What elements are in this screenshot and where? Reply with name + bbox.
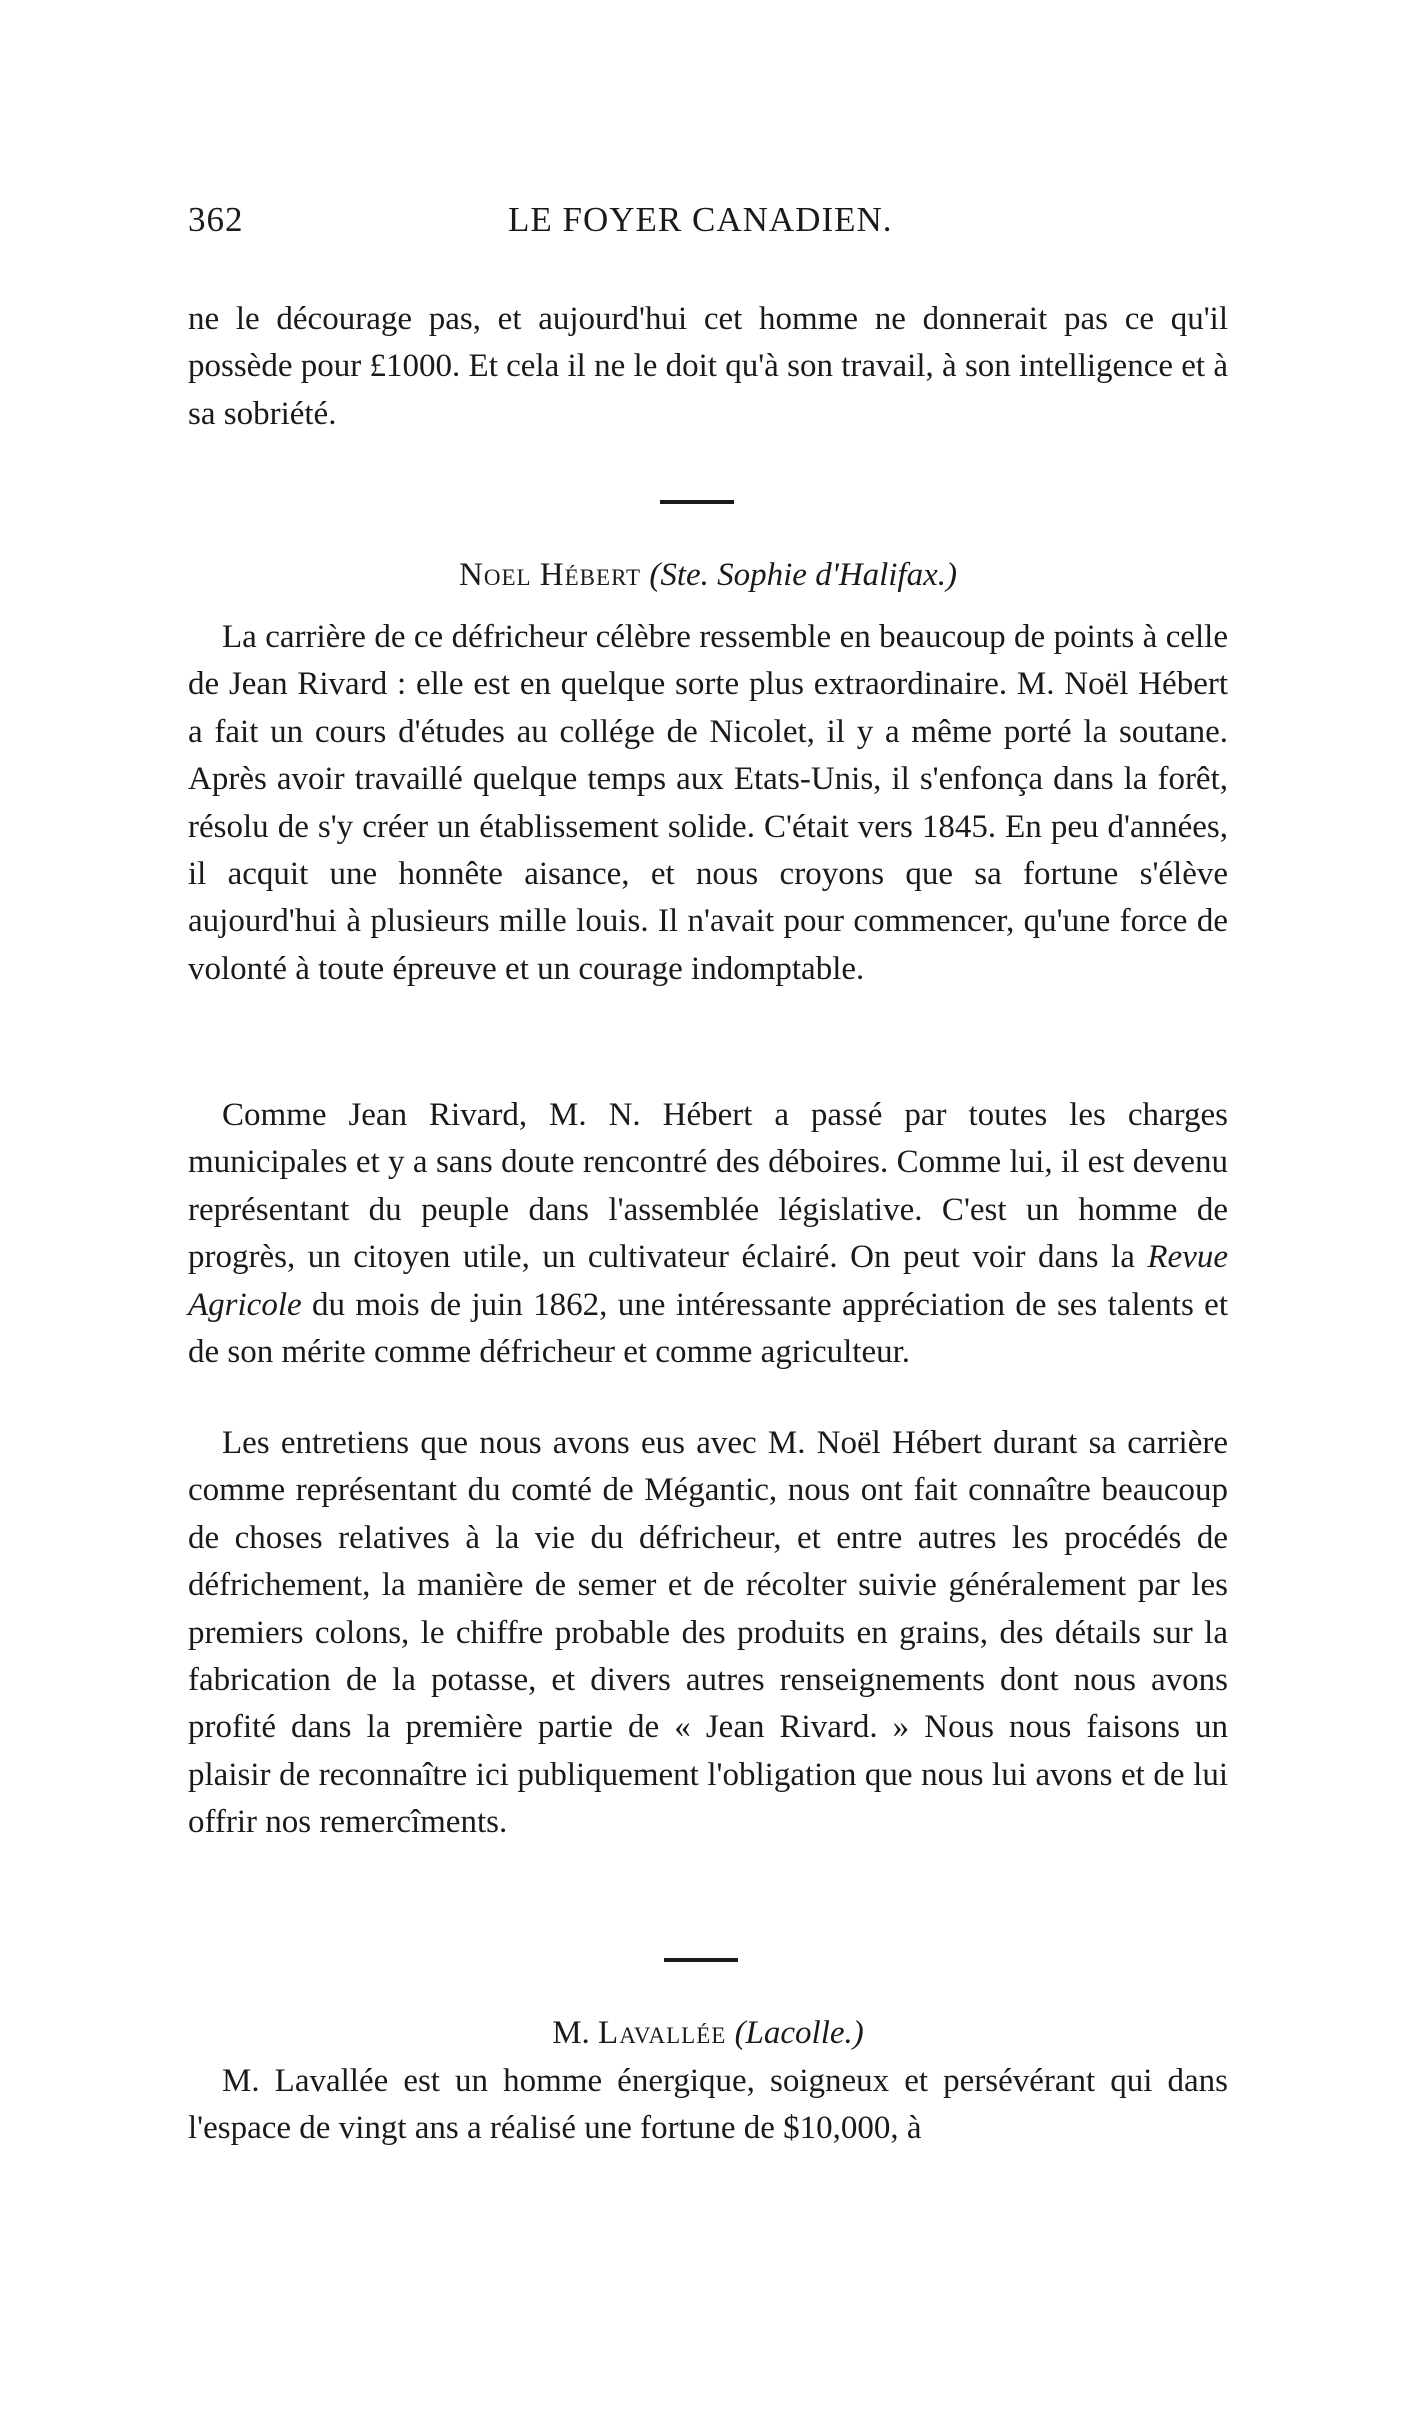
heading-place: (Lacolle.) [734, 2015, 864, 2051]
heading-name-last: Lavallée [598, 2015, 727, 2051]
paragraph-hebert-2-text-b: du mois de juin 1862, une intéressante appréciation de ses talents et de son mérite comme défricheur et comme agriculteur. [188, 1286, 1228, 1371]
paragraph-hebert-1: La carrière de ce défricheur célèbre ressemble en beaucoup de points à celle de Jean Rivard : elle est en quelque sorte plus extraordinaire. M. Noël Hébert a fait un cours d'études au collége de Nicolet, il y a même porté la soutane. Après avoir travaillé quelque temps aux Etats-Unis, il s'enfonça dans la forêt, résolu de s'y créer un établissement solide. C'était vers 1845. En peu d'années, il acquit une honnête aisance, et nous croyons que sa fortune s'élève aujourd'hui à plusieurs mille louis. Il n'avait pour commencer, qu'une force de volonté à toute épreuve et un courage indomptable. [188, 619, 1228, 987]
section-divider [660, 500, 734, 504]
heading-name-first: Noel [459, 557, 532, 593]
running-title: LE FOYER CANADIEN. [508, 200, 893, 239]
paragraph-hebert-2-text-a: Comme Jean Rivard, M. N. Hébert a passé par toutes les charges municipales et y a sans doute rencontré des déboires. Comme lui, il est devenu représentant du peuple dans l'assemblée législative. C'est un homme de progrès, un citoyen utile, un cultivateur éclairé. On peut voir dans la [188, 1097, 1228, 1276]
heading-name-last: Hébert [539, 557, 642, 593]
continued-paragraph: ne le décourage pas, et aujourd'hui cet homme ne donnerait pas ce qu'il possède pour £1000. Et cela il ne le doit qu'à son travail, à son intelligence et à sa sobriété. [188, 301, 1228, 432]
heading-place: (Ste. Sophie d'Halifax.) [649, 557, 957, 593]
section-heading-lavallee [188, 2010, 1228, 2056]
section-divider [664, 1958, 738, 1962]
revue-agricole-title: Revue Agricole [188, 1239, 1228, 1323]
heading-name-prefix: M. [552, 2015, 590, 2051]
section-heading-hebert [188, 552, 1228, 598]
page-number: 362 [188, 200, 244, 239]
paragraph-hebert-3: Les entretiens que nous avons eus avec M. Noël Hébert durant sa carrière comme représentant du comté de Mégantic, nous ont fait connaître beaucoup de choses relatives à la vie du défricheur, et entre autres les procédés de défrichement, la manière de semer et de récolter suivie généralement par les premiers colons, le chiffre probable des produits en grains, des détails sur la fabrication de la potasse, et divers autres renseignements dont nous avons profité dans la première partie de « Jean Rivard. » Nous nous faisons un plaisir de reconnaître ici publiquement l'obligation que nous lui avons et de lui offrir nos remercîments. [188, 1425, 1228, 1841]
paragraph-lavallee-1: M. Lavallée est un homme énergique, soigneux et persévérant qui dans l'espace de vingt ans a réalisé une fortune de $10,000, à [188, 2063, 1228, 2147]
page-header [188, 200, 1228, 250]
paragraph-hebert-2 [188, 1092, 1228, 1376]
